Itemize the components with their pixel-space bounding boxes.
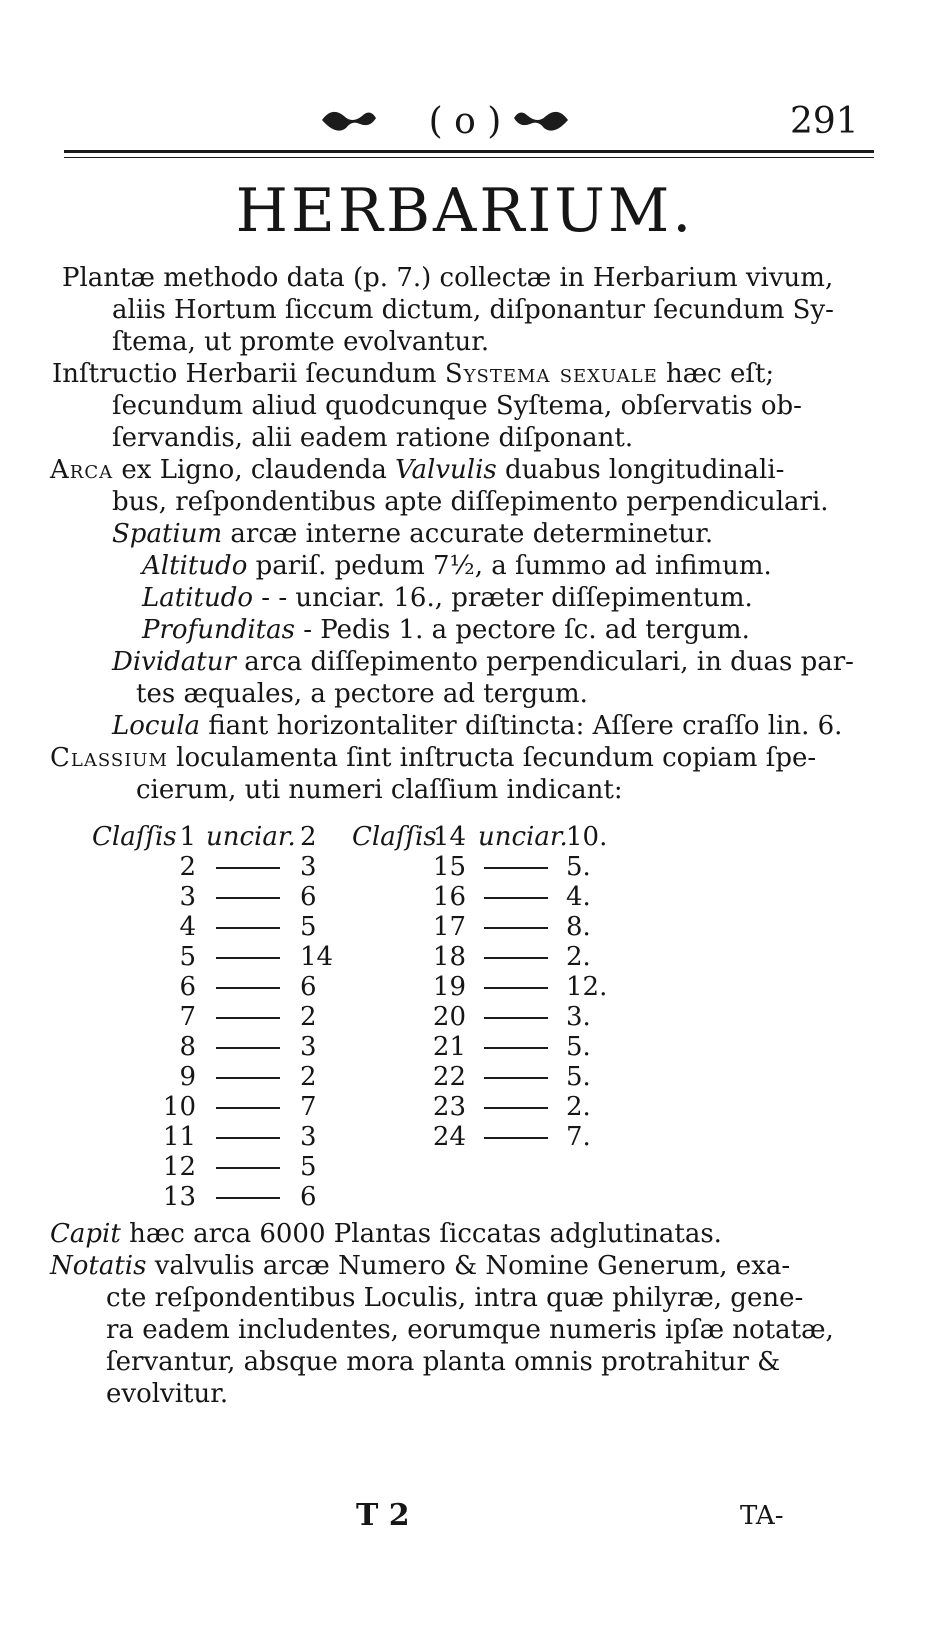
table-dash [216,987,280,989]
para2-line3: ſervandis, alii eadem ratione diſponant. [112,423,634,453]
table-dash [216,1197,280,1199]
unciar-value: 2. [566,1092,591,1122]
para6-line2: cte reſpondentibus Loculis, intra quæ philyræ, gene- [106,1283,804,1313]
dividatur-text: arca diſſepimento perpendiculari, in duas par- [244,647,854,677]
class-number: 21 [432,1032,466,1062]
unciar-value: 5. [566,1062,591,1092]
dividatur-line1 [112,646,854,678]
unciar-value: 8. [566,912,591,942]
para3-text-b: ex Ligno, claudenda [121,455,387,485]
class-number: 13 [162,1182,196,1212]
class-number: 15 [432,852,466,882]
table-left-classis-label: Claſſis [92,822,177,852]
class-number: 20 [432,1002,466,1032]
para5-text-b: hæc arca 6000 Plantas ſiccatas adglutinatas. [129,1219,722,1249]
para2-text-a: Inſtructio Herbarii ſecundum [52,359,437,389]
table-dash [484,987,548,989]
class-number: 4 [179,912,196,942]
spatium-text: arcæ interne accurate determinetur. [230,519,714,549]
unciar-value: 14 [300,942,334,972]
para1-line1: Plantæ methodo data (p. 7.) collectæ in Herbarium vivum, [62,263,834,293]
para4-text-b: loculamenta ſint inſtructa ſecundum copiam ſpe- [176,743,817,773]
signature-mark: T 2 [356,1498,410,1533]
altitudo-text: pariſ. pedum 7½, a ſummo ad infimum. [255,551,772,581]
unciar-value: 3 [300,852,317,882]
para2-line2: ſecundum aliud quodcunque Syſtema, obſervatis ob- [112,391,802,421]
dividatur-line2: tes æquales, a pectore ad tergum. [136,679,588,709]
unciar-value: 4. [566,882,591,912]
unciar-value: 12. [566,972,608,1002]
unciar-value: 3 [300,1122,317,1152]
locula-line [112,710,842,742]
class-number: 18 [432,942,466,972]
class-number: 3 [179,882,196,912]
unciar-value: 5. [566,852,591,882]
class-number: 12 [162,1152,196,1182]
class-number: 23 [432,1092,466,1122]
class-number: 14 [432,822,466,852]
class-number: 16 [432,882,466,912]
class-number: 8 [179,1032,196,1062]
table-dash [216,1167,280,1169]
spatium-line [112,518,713,550]
unciar-value: 6 [300,1182,317,1212]
altitudo-word: Altitudo [142,551,248,581]
page-number: 291 [790,101,859,142]
table-dash [216,1137,280,1139]
para2-text-c: hæc eſt; [665,359,775,389]
para3-text-d: duabus longitudinali- [505,455,785,485]
class-number: 1 [179,822,196,852]
table-dash [216,1017,280,1019]
arca-word: Arca [50,455,114,485]
table-dash [484,957,548,959]
class-number: 5 [179,942,196,972]
class-number: 19 [432,972,466,1002]
unciar-value: 5 [300,912,317,942]
para6-text-b: valvulis arcæ Numero & Nomine Generum, exa- [154,1251,791,1281]
unciar-value: 3 [300,1032,317,1062]
class-number: 6 [179,972,196,1002]
locula-word: Locula [112,711,201,741]
dividatur-word: Dividatur [112,647,236,677]
locula-text: fiant horizontaliter diſtincta: Aſſere craſſo lin. 6. [208,711,843,741]
table-dash [216,1047,280,1049]
table-dash [216,1077,280,1079]
header-rule [64,150,874,153]
latitudo-text: - - unciar. 16., præter diſſepimentum. [261,583,753,613]
class-number: 7 [179,1002,196,1032]
unciar-value: 10. [566,822,608,852]
para6-line3: ra eadem includentes, eorumque numeris ipſæ notatæ, [106,1315,834,1345]
latitudo-word: Latitudo [142,583,254,613]
table-dash [484,867,548,869]
profunditas-line [142,614,750,646]
latitudo-line [142,582,753,614]
classium-word: Classium [50,743,168,773]
table-dash [216,897,280,899]
header-rule-thin [64,157,874,158]
table-right-classis-label: Claſſis [352,822,437,852]
profunditas-text: - Pedis 1. a pectore ſc. ad tergum. [303,615,750,645]
class-number: 11 [162,1122,196,1152]
class-number: 22 [432,1062,466,1092]
class-number: 24 [432,1122,466,1152]
table-dash [484,927,548,929]
para4-line2: cierum, uti numeri claſſium indicant: [136,775,623,805]
table-dash [484,897,548,899]
para6-line5: evolvitur. [106,1379,229,1409]
para3-line1 [50,454,784,486]
unciar-value: 5 [300,1152,317,1182]
table-dash [484,1107,548,1109]
unciar-value: 2 [300,1002,317,1032]
valvulis-word: Valvulis [395,455,497,485]
table-left-unciar-label: unciar. [206,822,296,852]
table-dash [216,1107,280,1109]
table-dash [216,927,280,929]
unciar-value: 6 [300,882,317,912]
para4-line1 [50,742,816,774]
table-right-unciar-label: unciar. [478,822,568,852]
unciar-value: 2 [300,822,317,852]
para1-line3: ſtema, ut promte evolvantur. [112,327,490,357]
notatis-word: Notatis [50,1251,147,1281]
unciar-value: 7. [566,1122,591,1152]
capit-word: Capit [50,1219,121,1249]
table-dash [484,1137,548,1139]
header-marker: ( o ) [428,101,502,142]
para6-line4: ſervantur, absque mora planta omnis protrahitur & [106,1347,781,1377]
class-number: 2 [179,852,196,882]
table-dash [484,1047,548,1049]
para1-line2: aliis Hortum ſiccum dictum, diſponantur ſecundum Sy- [112,295,834,325]
altitudo-line [142,550,772,582]
table-dash [484,1017,548,1019]
unciar-value: 3. [566,1002,591,1032]
para2-line1 [52,358,774,390]
catchword: TA- [740,1501,784,1531]
page-title: HERBARIUM. [235,176,695,246]
table-dash [484,1077,548,1079]
unciar-value: 2. [566,942,591,972]
class-number: 10 [162,1092,196,1122]
table-dash [216,957,280,959]
para6-line1 [50,1250,790,1282]
unciar-value: 5. [566,1032,591,1062]
unciar-value: 7 [300,1092,317,1122]
systema-sexuale: Systema sexuale [444,359,658,389]
table-dash [216,867,280,869]
profunditas-word: Profunditas [142,615,295,645]
class-number: 9 [179,1062,196,1092]
unciar-value: 6 [300,972,317,1002]
para5-line1 [50,1218,722,1250]
class-number: 17 [432,912,466,942]
unciar-value: 2 [300,1062,317,1092]
para3-line2: bus, reſpondentibus apte diſſepimento perpendiculari. [112,487,829,517]
spatium-word: Spatium [112,519,223,549]
